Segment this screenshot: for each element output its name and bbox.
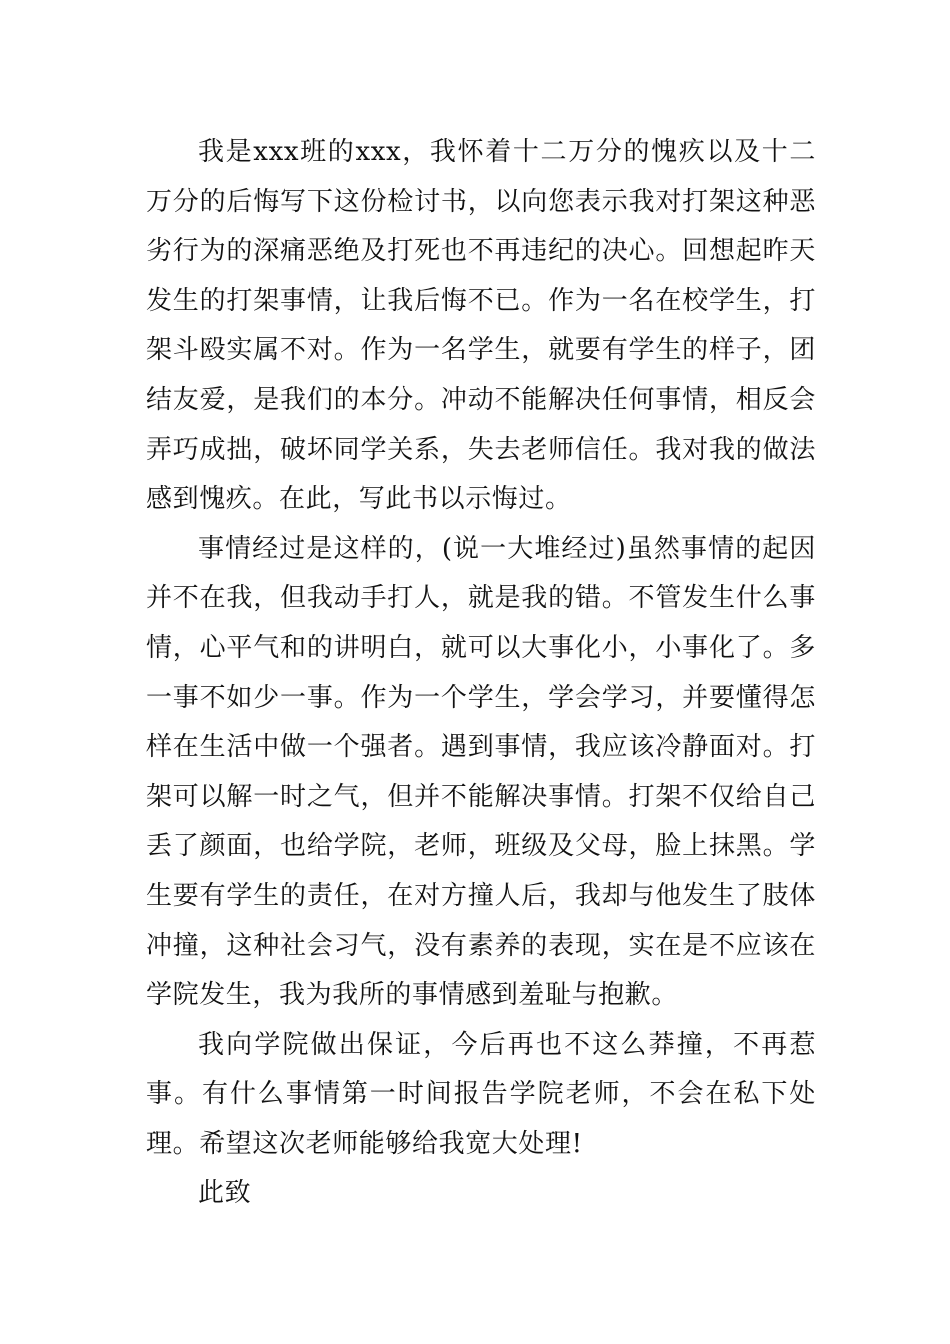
paragraph-3: 我向学院做出保证，今后再也不这么莽撞，不再惹事。有什么事情第一时间报告学院老师，不会在私下处理。希望这次老师能够给我宽大处理! [146, 1029, 816, 1159]
paragraph-2: 事情经过是这样的，(说一大堆经过)虽然事情的起因并不在我，但我动手打人，就是我的错。不管发生什么事情，心平气和的讲明白，就可以大事化小，小事化了。多一事不如少一事。作为一个学生，学会学习，并要懂得怎样在生活中做一个强者。遇到事情，我应该冷静面对。打架可以解一时之气，但并不能解决事情。打架不仅给自己丢了颜面，也给学院，老师，班级及父母，脸上抹黑。学生要有学生的责任，在对方撞人后，我却与他发生了肢体冲撞，这种社会习气，没有素养的表现，实在是不应该在学院发生，我为我所的事情感到羞耻与抱歉。 [146, 533, 816, 1011]
document-body [146, 128, 816, 1219]
paragraph-1: 我是xxx班的xxx，我怀着十二万分的愧疚以及十二万分的后悔写下这份检讨书，以向您表示我对打架这种恶劣行为的深痛恶绝及打死也不再违纪的决心。回想起昨天发生的打架事情，让我后悔不已。作为一名在校学生，打架斗殴实属不对。作为一名学生，就要有学生的样子，团结友爱，是我们的本分。冲动不能解决任何事情，相反会弄巧成拙，破坏同学关系，失去老师信任。我对我的做法感到愧疚。在此，写此书以示悔过。 [146, 137, 816, 515]
closing-salutation: 此致 [198, 1178, 252, 1209]
